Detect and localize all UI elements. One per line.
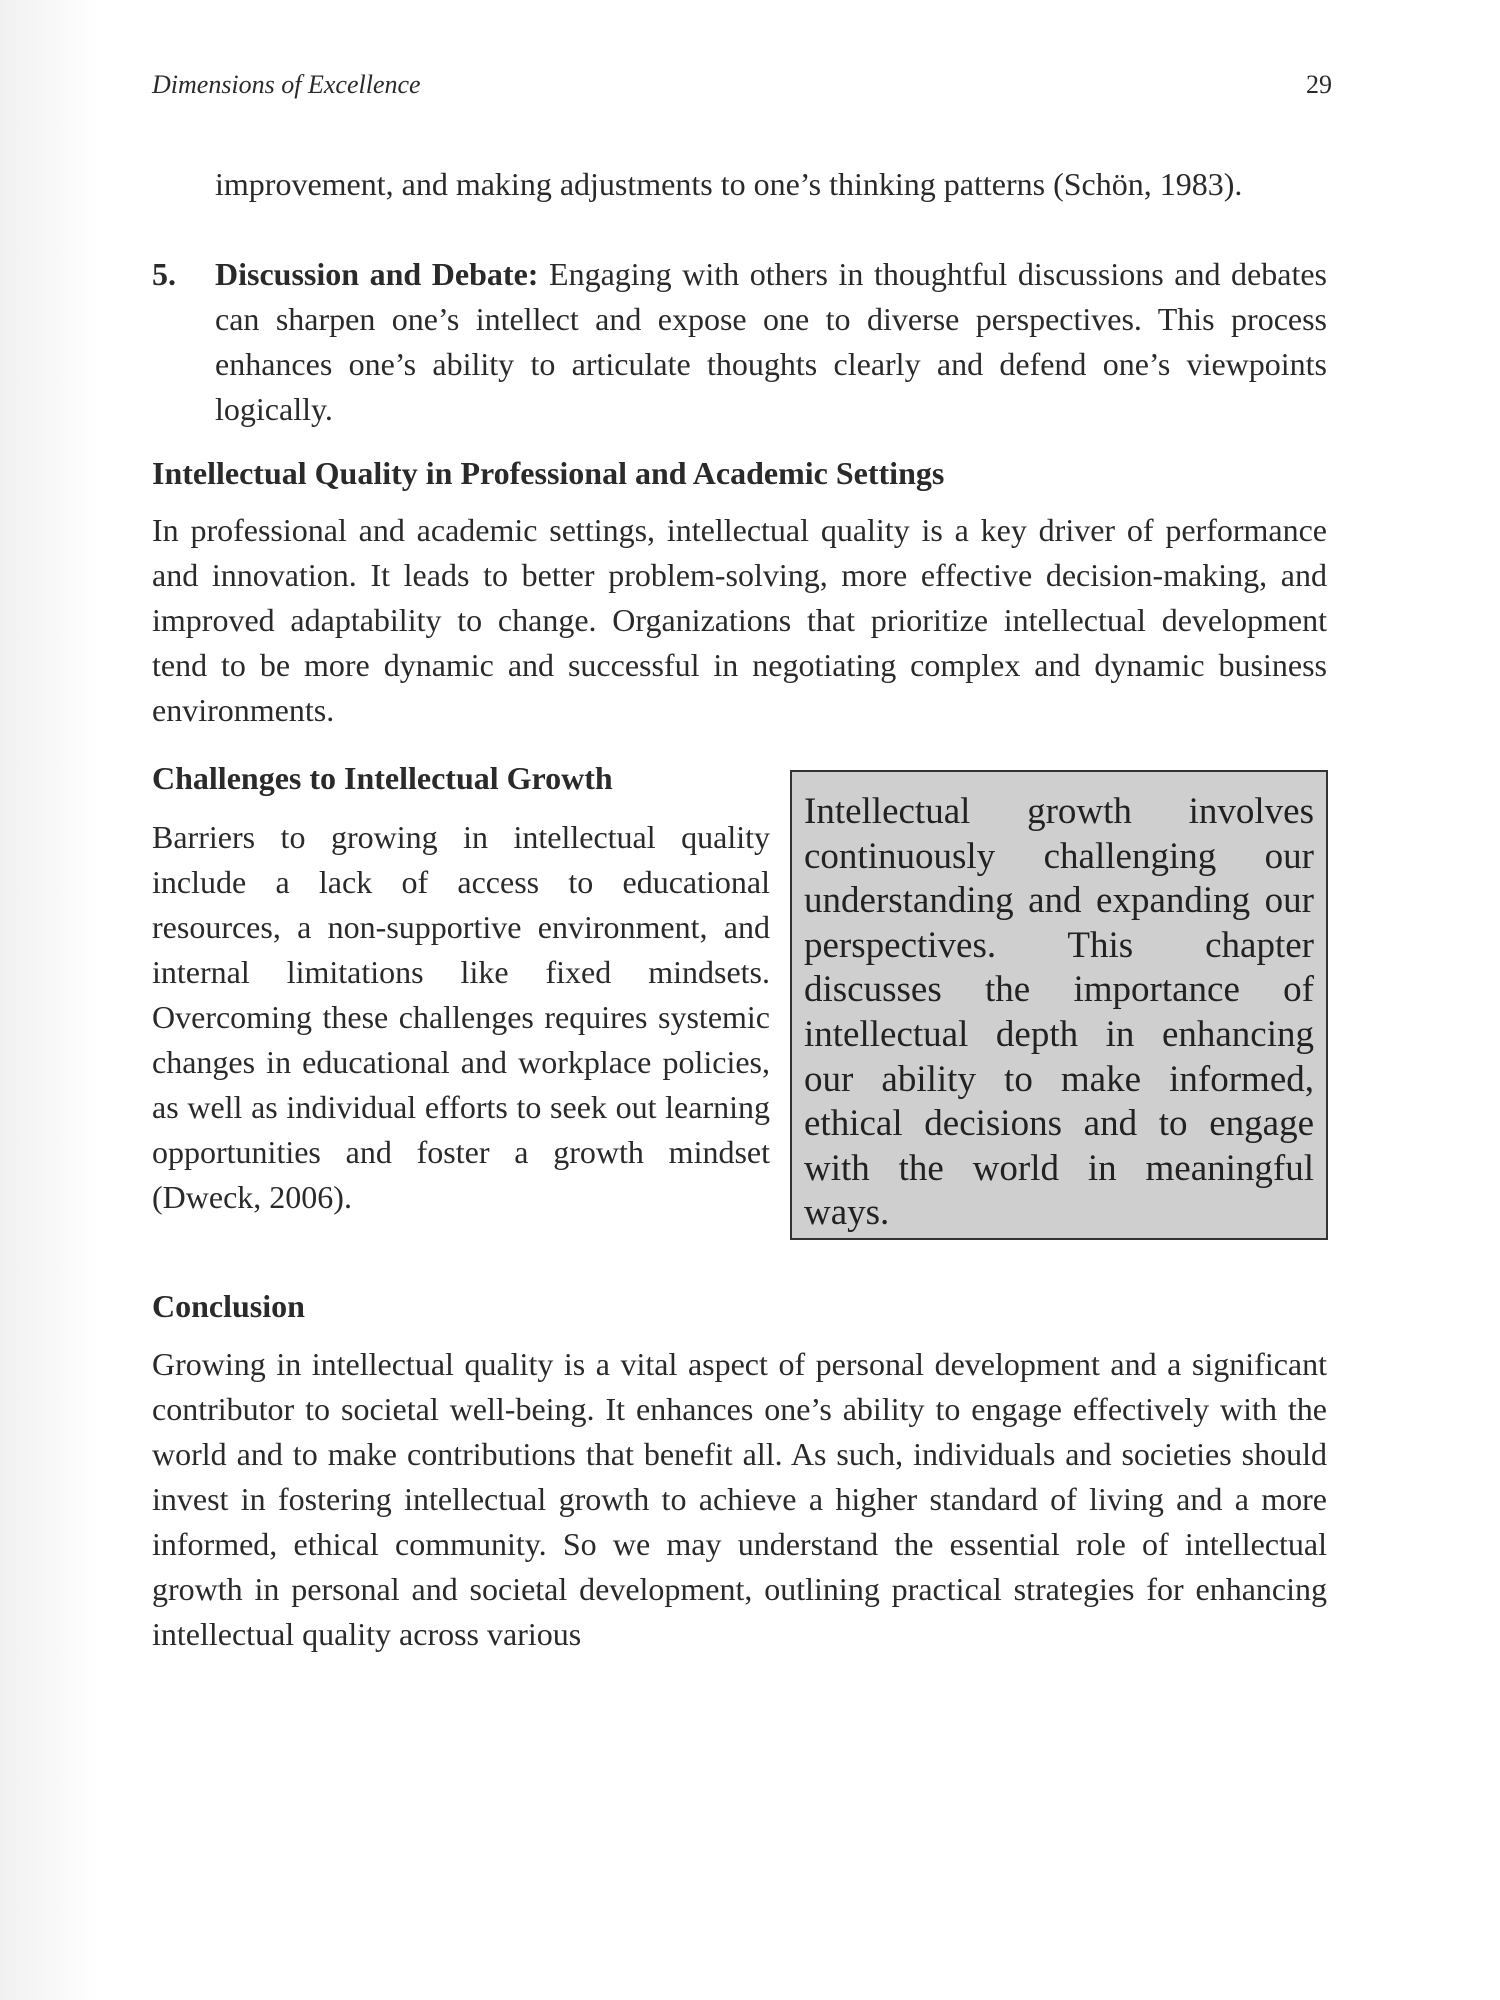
continued-paragraph: improvement, and making adjustments to one’s thinking patterns (Schön, 1983). <box>215 166 1243 202</box>
heading-challenges-intellectual-growth: Challenges to Intellectual Growth <box>152 760 613 796</box>
list-item-body <box>215 252 1327 432</box>
page-number: 29 <box>1306 70 1332 99</box>
heading-conclusion: Conclusion <box>152 1288 305 1324</box>
page-gutter-shadow <box>0 0 100 2000</box>
paragraph-conclusion: Growing in intellectual quality is a vital aspect of personal development and a significant contributor to societal well-being. It enhances one’s ability to engage effectively with the world and to make contributions that benefit all. As such, individuals and societies should invest in fostering intellectual growth to achieve a higher standard of living and a more informed, ethical community. So we may understand the essential role of intellectual growth in personal and societal development, outlining practical strategies for enhancing intellectual quality across various <box>152 1346 1327 1652</box>
list-item-number: 5. <box>152 256 176 292</box>
list-item-text: Engaging with others in thoughtful discussions and debates can sharpen one’s intellect and expose one to diverse perspectives. This process enhances one’s ability to articulate thoughts clearly and defend one’s viewpoints logically. <box>215 256 1328 427</box>
list-item-discussion-debate <box>152 252 1327 432</box>
heading-professional-academic-settings: Intellectual Quality in Professional and Academic Settings <box>152 455 945 491</box>
list-item-term: Discussion and Debate: <box>215 256 539 292</box>
pull-quote-box <box>790 770 1328 1240</box>
pull-quote-text: Intellectual growth involves continuously challenging our understanding and expanding our perspectives. This chapter discusses the importance of intellectual depth in enhancing our ability to make informed, ethical decisions and to engage with the world in meaningful ways. <box>804 791 1314 1234</box>
running-header-title: Dimensions of Excellence <box>152 70 421 99</box>
paragraph-professional-academic-settings: In professional and academic settings, intellectual quality is a key driver of performance and innovation. It leads to better problem-solving, more effective decision-making, and improved adaptability to change. Organizations that prioritize intellectual development tend to be more dynamic and successful in negotiating complex and dynamic business environments. <box>152 512 1327 728</box>
paragraph-challenges-intellectual-growth: Barriers to growing in intellectual quality include a lack of access to educational resources, a non-supportive environment, and internal limitations like fixed mindsets. Overcoming these challenges requires systemic changes in educational and workplace policies, as well as individual efforts to seek out learning opportunities and foster a growth mindset (Dweck, 2006). <box>152 819 770 1215</box>
